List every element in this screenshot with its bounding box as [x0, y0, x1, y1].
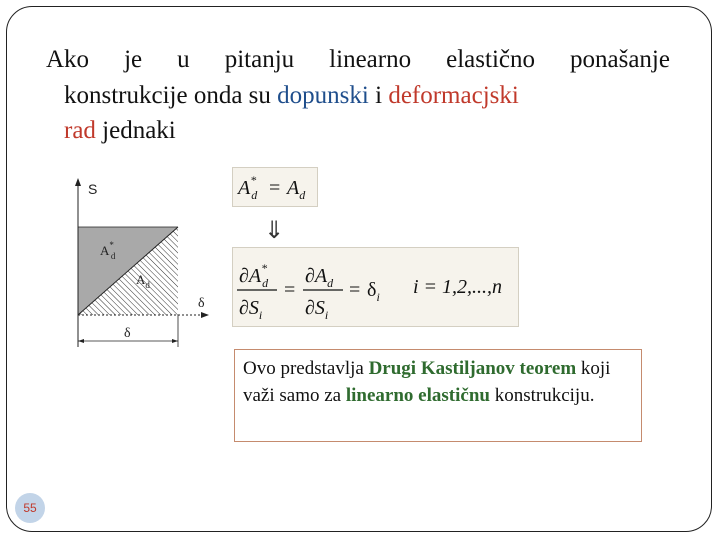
svg-text:Ad: $A_d$	[287, 177, 306, 202]
dimension-arrow-left	[78, 339, 84, 343]
svg-text:∂A*d: ∂A* d	[239, 261, 269, 290]
x-axis-arrowhead	[201, 312, 209, 318]
word: ponašanje	[570, 46, 670, 73]
x-axis-label: δ	[198, 296, 205, 311]
note-text: konstrukciju.	[494, 385, 595, 406]
svg-text:∂Si: $\partial S_i$	[239, 297, 263, 322]
condition-term: linearno elastičnu	[345, 385, 490, 406]
note-text: koji važi samo za	[243, 358, 611, 406]
text-plain: i	[375, 82, 383, 109]
svg-text:∂Ad: $\partial A_d$	[305, 265, 334, 290]
bullet-paragraph	[46, 42, 670, 148]
dimension-label: δ	[124, 326, 131, 341]
word: u	[177, 46, 190, 73]
bullet-line-1	[46, 42, 670, 78]
dimension-arrow-right	[172, 339, 178, 343]
term-dopunski: dopunski	[277, 82, 369, 109]
svg-text:∂Si: $\partial S_i$	[305, 297, 329, 322]
bullet-line-3	[46, 113, 670, 148]
formula-castigliano	[233, 248, 518, 326]
svg-text:A*d: A* d	[238, 173, 258, 202]
word: Ako	[46, 46, 90, 73]
text-plain: konstrukcije onda su	[64, 82, 271, 109]
svg-text:δi: $\delta_i$	[367, 279, 380, 304]
bullet-first-word	[46, 42, 89, 78]
deformation-work-label: $A_d$	[136, 272, 150, 290]
svg-text:=: =	[349, 279, 361, 301]
term-rad: rad	[64, 117, 96, 144]
formula-box-castigliano	[232, 247, 519, 327]
formula-equality	[233, 168, 317, 206]
svg-text:=: =	[269, 177, 281, 199]
y-axis-arrowhead	[75, 178, 81, 186]
word: elastično	[446, 46, 535, 73]
theorem-name: Drugi Kastiljanov teorem	[368, 358, 577, 379]
svg-text:=: =	[284, 279, 296, 301]
term-deformacijski: deformacjski	[388, 82, 519, 109]
theorem-note-box	[234, 349, 642, 442]
text-plain: jednaki	[102, 117, 176, 144]
y-axis-label: S	[88, 181, 98, 197]
force-displacement-diagram	[60, 175, 220, 355]
word: pitanju	[224, 46, 295, 73]
svg-text:i = 1,2,...,n: i = 1,2,...,n	[413, 276, 503, 298]
bullet-line-2	[46, 78, 670, 113]
complementary-work-label: A* d	[100, 240, 116, 261]
formula-box-equality	[232, 167, 318, 207]
implies-arrow-icon: ⇓	[264, 216, 285, 244]
page-number-badge: 55	[15, 493, 45, 523]
word: je	[124, 46, 143, 73]
note-text: Ovo predstavlja	[243, 358, 364, 379]
word: linearno	[329, 46, 412, 73]
